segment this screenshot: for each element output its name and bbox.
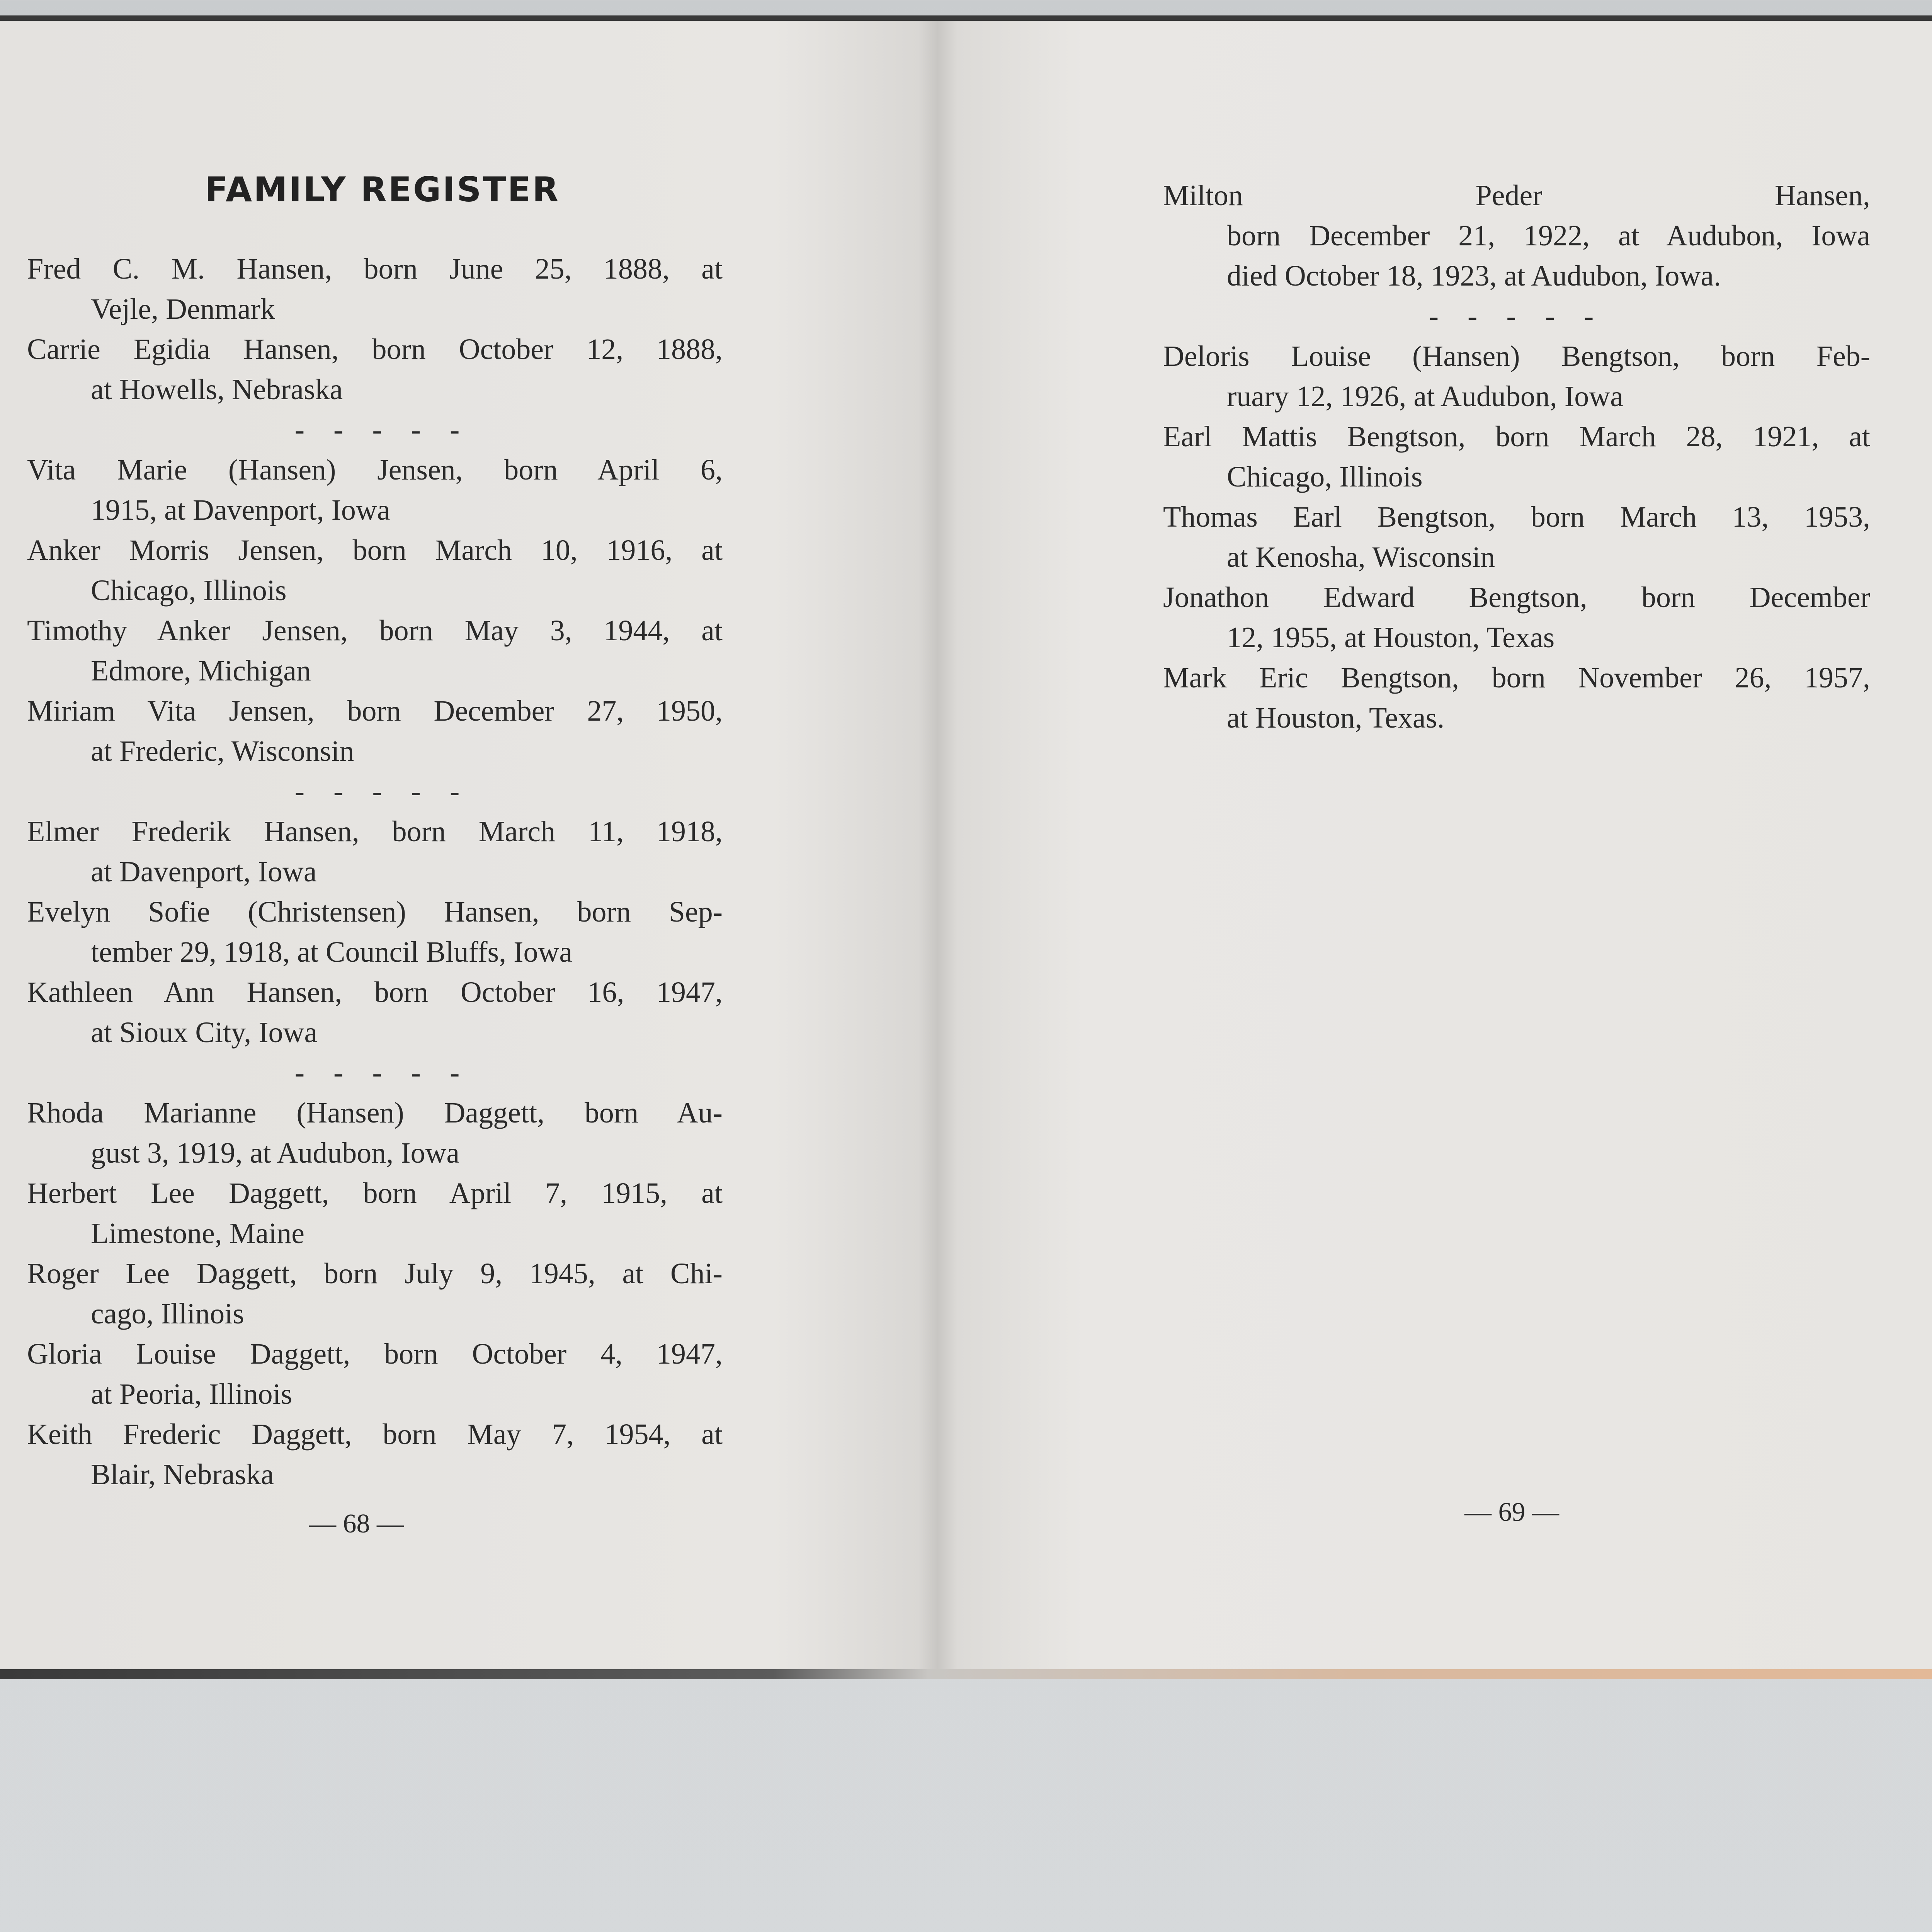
entry-first-line: Milton Peder Hansen, <box>1163 179 1870 212</box>
entry-first-line: Carrie Egidia Hansen, born October 12, 1888, <box>27 333 723 366</box>
entry-continuation-line: at Davenport, Iowa <box>91 855 317 888</box>
entry-first-line: Rhoda Marianne (Hansen) Daggett, born Au- <box>27 1097 723 1129</box>
entry-continuation-line: Limestone, Maine <box>91 1217 304 1250</box>
register-entry <box>27 1334 723 1414</box>
entry-continuation-line: cago, Illinois <box>91 1298 244 1330</box>
section-separator: - - - - - <box>294 413 471 446</box>
book-edge <box>0 1669 1932 1679</box>
entry-continuation-line: Vejle, Denmark <box>91 293 275 325</box>
page-68 <box>27 21 723 1682</box>
page-number: — 68 — <box>309 1509 404 1539</box>
register-entries-right <box>1163 175 1870 738</box>
register-entry <box>27 329 723 410</box>
entry-continuation-line: at Sioux City, Iowa <box>91 1016 318 1049</box>
register-entry <box>27 1414 723 1495</box>
register-entry <box>27 892 723 972</box>
section-separator: - - - - - <box>294 775 471 808</box>
register-entry <box>1163 497 1870 577</box>
entry-first-line: Jonathon Edward Bengtson, born December <box>1163 581 1870 614</box>
register-entry <box>27 972 723 1053</box>
entry-continuation-line: Chicago, Illinois <box>91 574 287 607</box>
register-entry <box>1163 577 1870 658</box>
register-entry <box>27 530 723 611</box>
entry-continuation-line: gust 3, 1919, at Audubon, Iowa <box>91 1137 460 1169</box>
entry-first-line: Earl Mattis Bengtson, born March 28, 1921, at <box>1163 420 1870 453</box>
register-entry <box>27 249 723 329</box>
entry-first-line: Mark Eric Bengtson, born November 26, 1957, <box>1163 662 1870 694</box>
entry-first-line: Keith Frederic Daggett, born May 7, 1954, at <box>27 1418 723 1451</box>
entry-first-line: Fred C. M. Hansen, born June 25, 1888, at <box>27 253 723 285</box>
entry-continuation-line: at Howells, Nebraska <box>91 373 343 406</box>
entry-first-line: Thomas Earl Bengtson, born March 13, 1953, <box>1163 501 1870 533</box>
open-booklet <box>0 15 1932 1677</box>
register-entry <box>1163 658 1870 738</box>
entry-continuation-line: at Peoria, Illinois <box>91 1378 293 1410</box>
section-separator: - - - - - <box>1429 300 1605 332</box>
register-entry <box>27 691 723 771</box>
register-entry <box>27 611 723 691</box>
section-separator: - - - - - <box>294 1056 471 1089</box>
page-69 <box>1163 21 1870 1682</box>
entry-continuation-line: Blair, Nebraska <box>91 1458 274 1491</box>
page-title: FAMILY REGISTER <box>205 170 560 209</box>
register-entry <box>1163 336 1870 417</box>
entry-first-line: Roger Lee Daggett, born July 9, 1945, at Chi- <box>27 1257 723 1290</box>
entry-continuation-line: Edmore, Michigan <box>91 655 311 687</box>
entry-continuation-line: died October 18, 1923, at Audubon, Iowa. <box>1227 260 1721 292</box>
register-entry <box>1163 417 1870 497</box>
entry-first-line: Elmer Frederik Hansen, born March 11, 1918, <box>27 815 723 848</box>
entry-first-line: Miriam Vita Jensen, born December 27, 1950, <box>27 695 723 727</box>
register-entry <box>27 1173 723 1253</box>
register-entry <box>1163 175 1870 296</box>
entry-continuation-line: 1915, at Davenport, Iowa <box>91 494 390 526</box>
register-entry <box>27 811 723 892</box>
entry-continuation-line: at Houston, Texas. <box>1227 702 1445 734</box>
entry-first-line: Kathleen Ann Hansen, born October 16, 1947, <box>27 976 723 1009</box>
entry-continuation-line: at Frederic, Wisconsin <box>91 735 354 767</box>
entry-continuation-line: 12, 1955, at Houston, Texas <box>1227 621 1555 654</box>
entry-continuation-line: ruary 12, 1926, at Audubon, Iowa <box>1227 380 1623 413</box>
entry-first-line: Vita Marie (Hansen) Jensen, born April 6, <box>27 454 723 486</box>
entry-first-line: Deloris Louise (Hansen) Bengtson, born Feb- <box>1163 340 1870 372</box>
entry-continuation-line: born December 21, 1922, at Audubon, Iowa <box>1227 219 1870 252</box>
entry-first-line: Anker Morris Jensen, born March 10, 1916, at <box>27 534 723 566</box>
entry-continuation-line: Chicago, Illinois <box>1227 461 1423 493</box>
entry-first-line: Evelyn Sofie (Christensen) Hansen, born Sep- <box>27 896 723 928</box>
entry-first-line: Timothy Anker Jensen, born May 3, 1944, at <box>27 614 723 647</box>
register-entry <box>27 1253 723 1334</box>
entry-continuation-line: at Kenosha, Wisconsin <box>1227 541 1495 573</box>
register-entries-left <box>27 249 723 1495</box>
entry-first-line: Herbert Lee Daggett, born April 7, 1915, at <box>27 1177 723 1209</box>
register-entry <box>27 1093 723 1173</box>
entry-continuation-line: tember 29, 1918, at Council Bluffs, Iowa <box>91 936 573 968</box>
page-number: — 69 — <box>1464 1497 1559 1527</box>
register-entry <box>27 450 723 530</box>
entry-first-line: Gloria Louise Daggett, born October 4, 1947, <box>27 1338 723 1370</box>
